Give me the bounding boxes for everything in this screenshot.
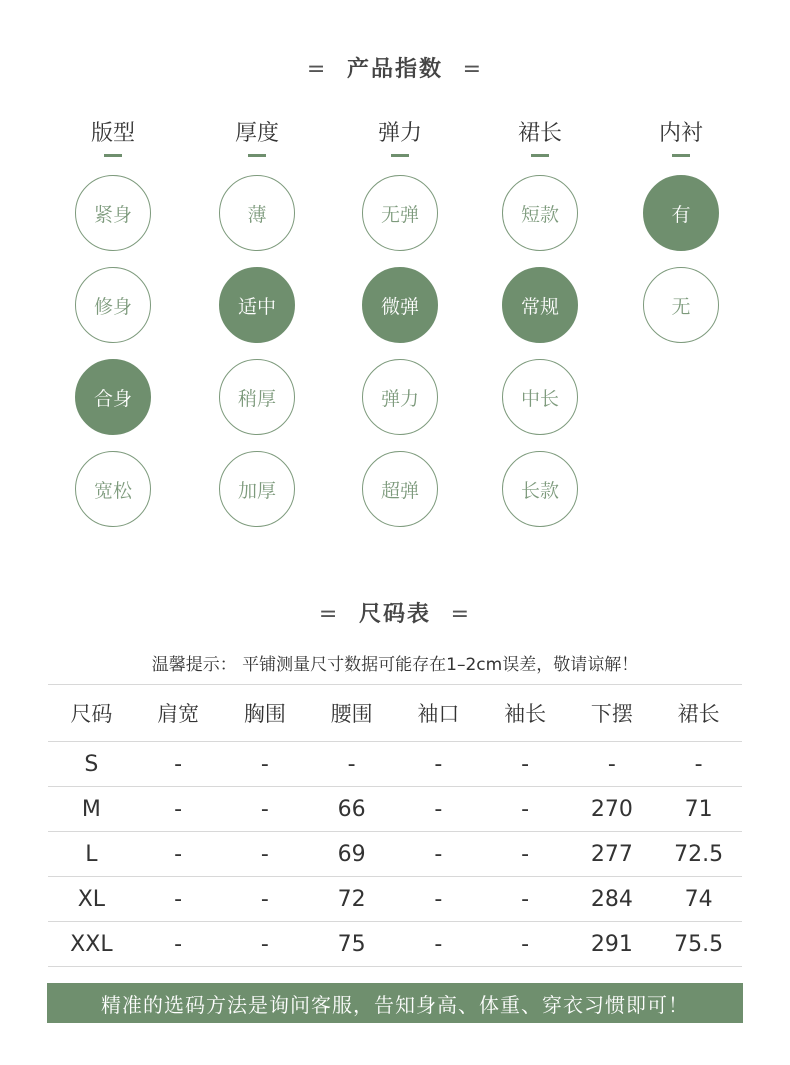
table-cell: - — [135, 832, 222, 877]
table-cell: - — [395, 787, 482, 832]
table-row — [48, 922, 742, 967]
header-underline — [672, 154, 690, 157]
table-cell: - — [135, 742, 222, 787]
index-option: 中长 — [502, 359, 578, 435]
index-column-header: 版型 — [90, 121, 135, 146]
table-cell: 284 — [569, 877, 656, 922]
size-label-cell: S — [48, 742, 135, 787]
size-table-header-row — [48, 685, 742, 742]
index-column — [53, 118, 173, 543]
table-cell: 75 — [308, 922, 395, 967]
table-row — [48, 832, 742, 877]
header-underline — [248, 154, 266, 157]
table-cell: - — [395, 742, 482, 787]
table-cell: 72 — [308, 877, 395, 922]
table-cell: - — [222, 832, 309, 877]
table-cell: - — [135, 877, 222, 922]
product-index-title — [0, 52, 790, 83]
index-option: 薄 — [219, 175, 295, 251]
title-deco-right: = — [462, 57, 484, 82]
column-header: 裙长 — [655, 685, 742, 742]
index-option: 微弹 — [362, 267, 438, 343]
table-cell: - — [395, 877, 482, 922]
table-cell: - — [569, 742, 656, 787]
table-cell: 277 — [569, 832, 656, 877]
column-header: 尺码 — [48, 685, 135, 742]
size-label-cell: XXL — [48, 922, 135, 967]
table-cell: - — [482, 742, 569, 787]
title-deco-left: = — [306, 57, 328, 82]
index-column-header: 内衬 — [658, 121, 703, 146]
table-cell: 71 — [655, 787, 742, 832]
column-header: 袖口 — [395, 685, 482, 742]
header-underline — [531, 154, 549, 157]
size-label-cell: XL — [48, 877, 135, 922]
size-chart-title — [0, 597, 790, 628]
size-chart-title-text: 尺码表 — [358, 602, 431, 627]
index-option: 超弹 — [362, 451, 438, 527]
column-header: 腰围 — [308, 685, 395, 742]
column-header: 肩宽 — [135, 685, 222, 742]
title-deco-right: = — [450, 602, 472, 627]
index-option: 短款 — [502, 175, 578, 251]
column-header: 袖长 — [482, 685, 569, 742]
column-header: 下摆 — [569, 685, 656, 742]
table-row — [48, 877, 742, 922]
index-option: 长款 — [502, 451, 578, 527]
table-cell: - — [135, 787, 222, 832]
table-cell: 66 — [308, 787, 395, 832]
index-option: 常规 — [502, 267, 578, 343]
index-option: 宽松 — [75, 451, 151, 527]
product-index-title-text: 产品指数 — [346, 57, 443, 82]
index-option: 有 — [643, 175, 719, 251]
index-option: 适中 — [219, 267, 295, 343]
header-underline — [104, 154, 122, 157]
advice-banner: 精准的选码方法是询问客服，告知身高、体重、穿衣习惯即可！ — [47, 983, 743, 1023]
table-cell: - — [135, 922, 222, 967]
size-label-cell: L — [48, 832, 135, 877]
column-header: 胸围 — [222, 685, 309, 742]
table-row — [48, 742, 742, 787]
table-cell: 74 — [655, 877, 742, 922]
table-cell: - — [222, 877, 309, 922]
table-cell: - — [482, 877, 569, 922]
index-option: 弹力 — [362, 359, 438, 435]
table-cell: - — [222, 742, 309, 787]
table-cell: 270 — [569, 787, 656, 832]
title-deco-left: = — [318, 602, 340, 627]
index-column-header: 弹力 — [377, 121, 422, 146]
table-cell: 69 — [308, 832, 395, 877]
size-label-cell: M — [48, 787, 135, 832]
header-underline — [391, 154, 409, 157]
index-column — [197, 118, 317, 543]
index-option: 修身 — [75, 267, 151, 343]
table-cell: - — [655, 742, 742, 787]
table-cell: - — [222, 787, 309, 832]
table-row — [48, 787, 742, 832]
index-column — [480, 118, 600, 543]
table-cell: 291 — [569, 922, 656, 967]
table-cell: - — [482, 787, 569, 832]
measurement-tip: 温馨提示： 平铺测量尺寸数据可能存在1–2cm误差，敬请谅解！ — [151, 655, 639, 675]
index-option: 加厚 — [219, 451, 295, 527]
index-column-header: 厚度 — [234, 121, 279, 146]
index-option: 合身 — [75, 359, 151, 435]
table-cell: 72.5 — [655, 832, 742, 877]
index-option: 无 — [643, 267, 719, 343]
table-cell: - — [482, 832, 569, 877]
index-column-header: 裙长 — [517, 121, 562, 146]
size-table — [48, 684, 742, 967]
index-option: 紧身 — [75, 175, 151, 251]
table-cell: - — [222, 922, 309, 967]
table-cell: 75.5 — [655, 922, 742, 967]
index-option: 无弹 — [362, 175, 438, 251]
index-column — [340, 118, 460, 543]
table-cell: - — [308, 742, 395, 787]
index-option: 稍厚 — [219, 359, 295, 435]
table-cell: - — [395, 832, 482, 877]
table-cell: - — [395, 922, 482, 967]
index-column — [621, 118, 741, 359]
table-cell: - — [482, 922, 569, 967]
